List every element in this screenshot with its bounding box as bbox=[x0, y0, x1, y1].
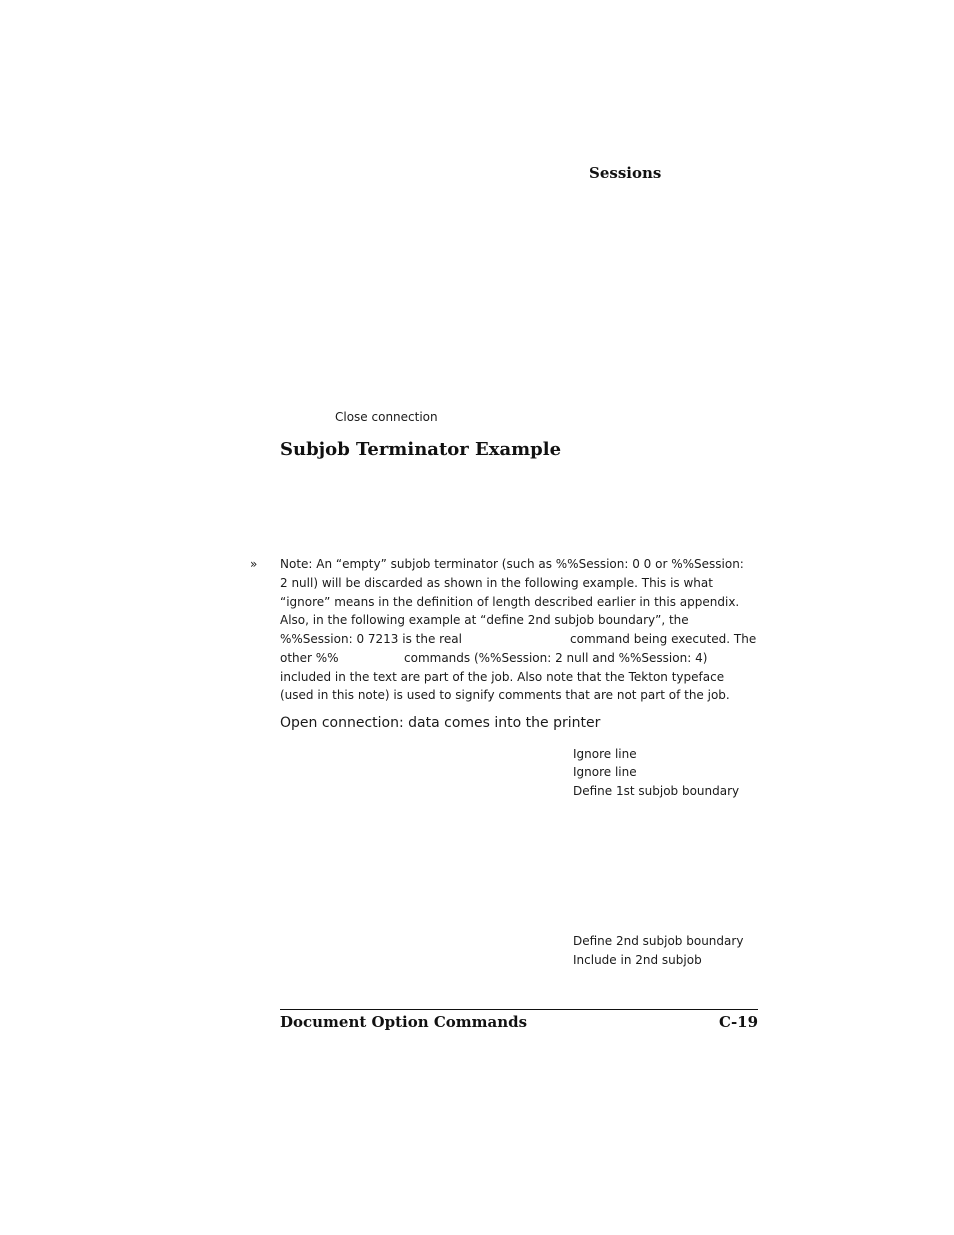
define-first-subjob-comment: Define 1st subjob boundary bbox=[573, 784, 740, 798]
note-line: command being executed. The bbox=[570, 632, 757, 646]
ignore-line-comment: Ignore line bbox=[573, 747, 637, 761]
open-connection-comment: Open connection: data comes into the printer bbox=[280, 715, 601, 731]
include-second-subjob-comment: Include in 2nd subjob bbox=[573, 953, 702, 967]
note-line: Also, in the following example at “define 2nd subjob boundary”, the bbox=[280, 613, 689, 627]
ignore-line-comment: Ignore line bbox=[573, 765, 637, 779]
note-line: Note: An “empty” subjob terminator (such as %%Session: 0 0 or %%Session: bbox=[280, 557, 744, 571]
note-line: 2 null) will be discarded as shown in the following example. This is what bbox=[280, 576, 713, 590]
note-line: commands (%%Session: 2 null and %%Session: 4) bbox=[404, 651, 708, 665]
footer-rule bbox=[280, 1009, 758, 1010]
note-line: included in the text are part of the job. Also note that the Tekton typeface bbox=[280, 670, 725, 684]
note-line: “ignore” means in the definition of length described earlier in this appendix. bbox=[280, 595, 740, 609]
note-marker: » bbox=[250, 557, 258, 571]
footer-page-number: C-19 bbox=[719, 1013, 759, 1031]
section-title: Subjob Terminator Example bbox=[280, 439, 562, 460]
note-line: other %% bbox=[280, 651, 339, 665]
note-line: %%Session: 0 7213 is the real bbox=[280, 632, 462, 646]
define-second-subjob-comment: Define 2nd subjob boundary bbox=[573, 934, 744, 948]
footer-chapter-title: Document Option Commands bbox=[280, 1013, 528, 1031]
note-line: (used in this note) is used to signify comments that are not part of the job. bbox=[280, 688, 730, 702]
close-connection-comment: Close connection bbox=[335, 410, 438, 424]
running-header: Sessions bbox=[589, 164, 662, 182]
